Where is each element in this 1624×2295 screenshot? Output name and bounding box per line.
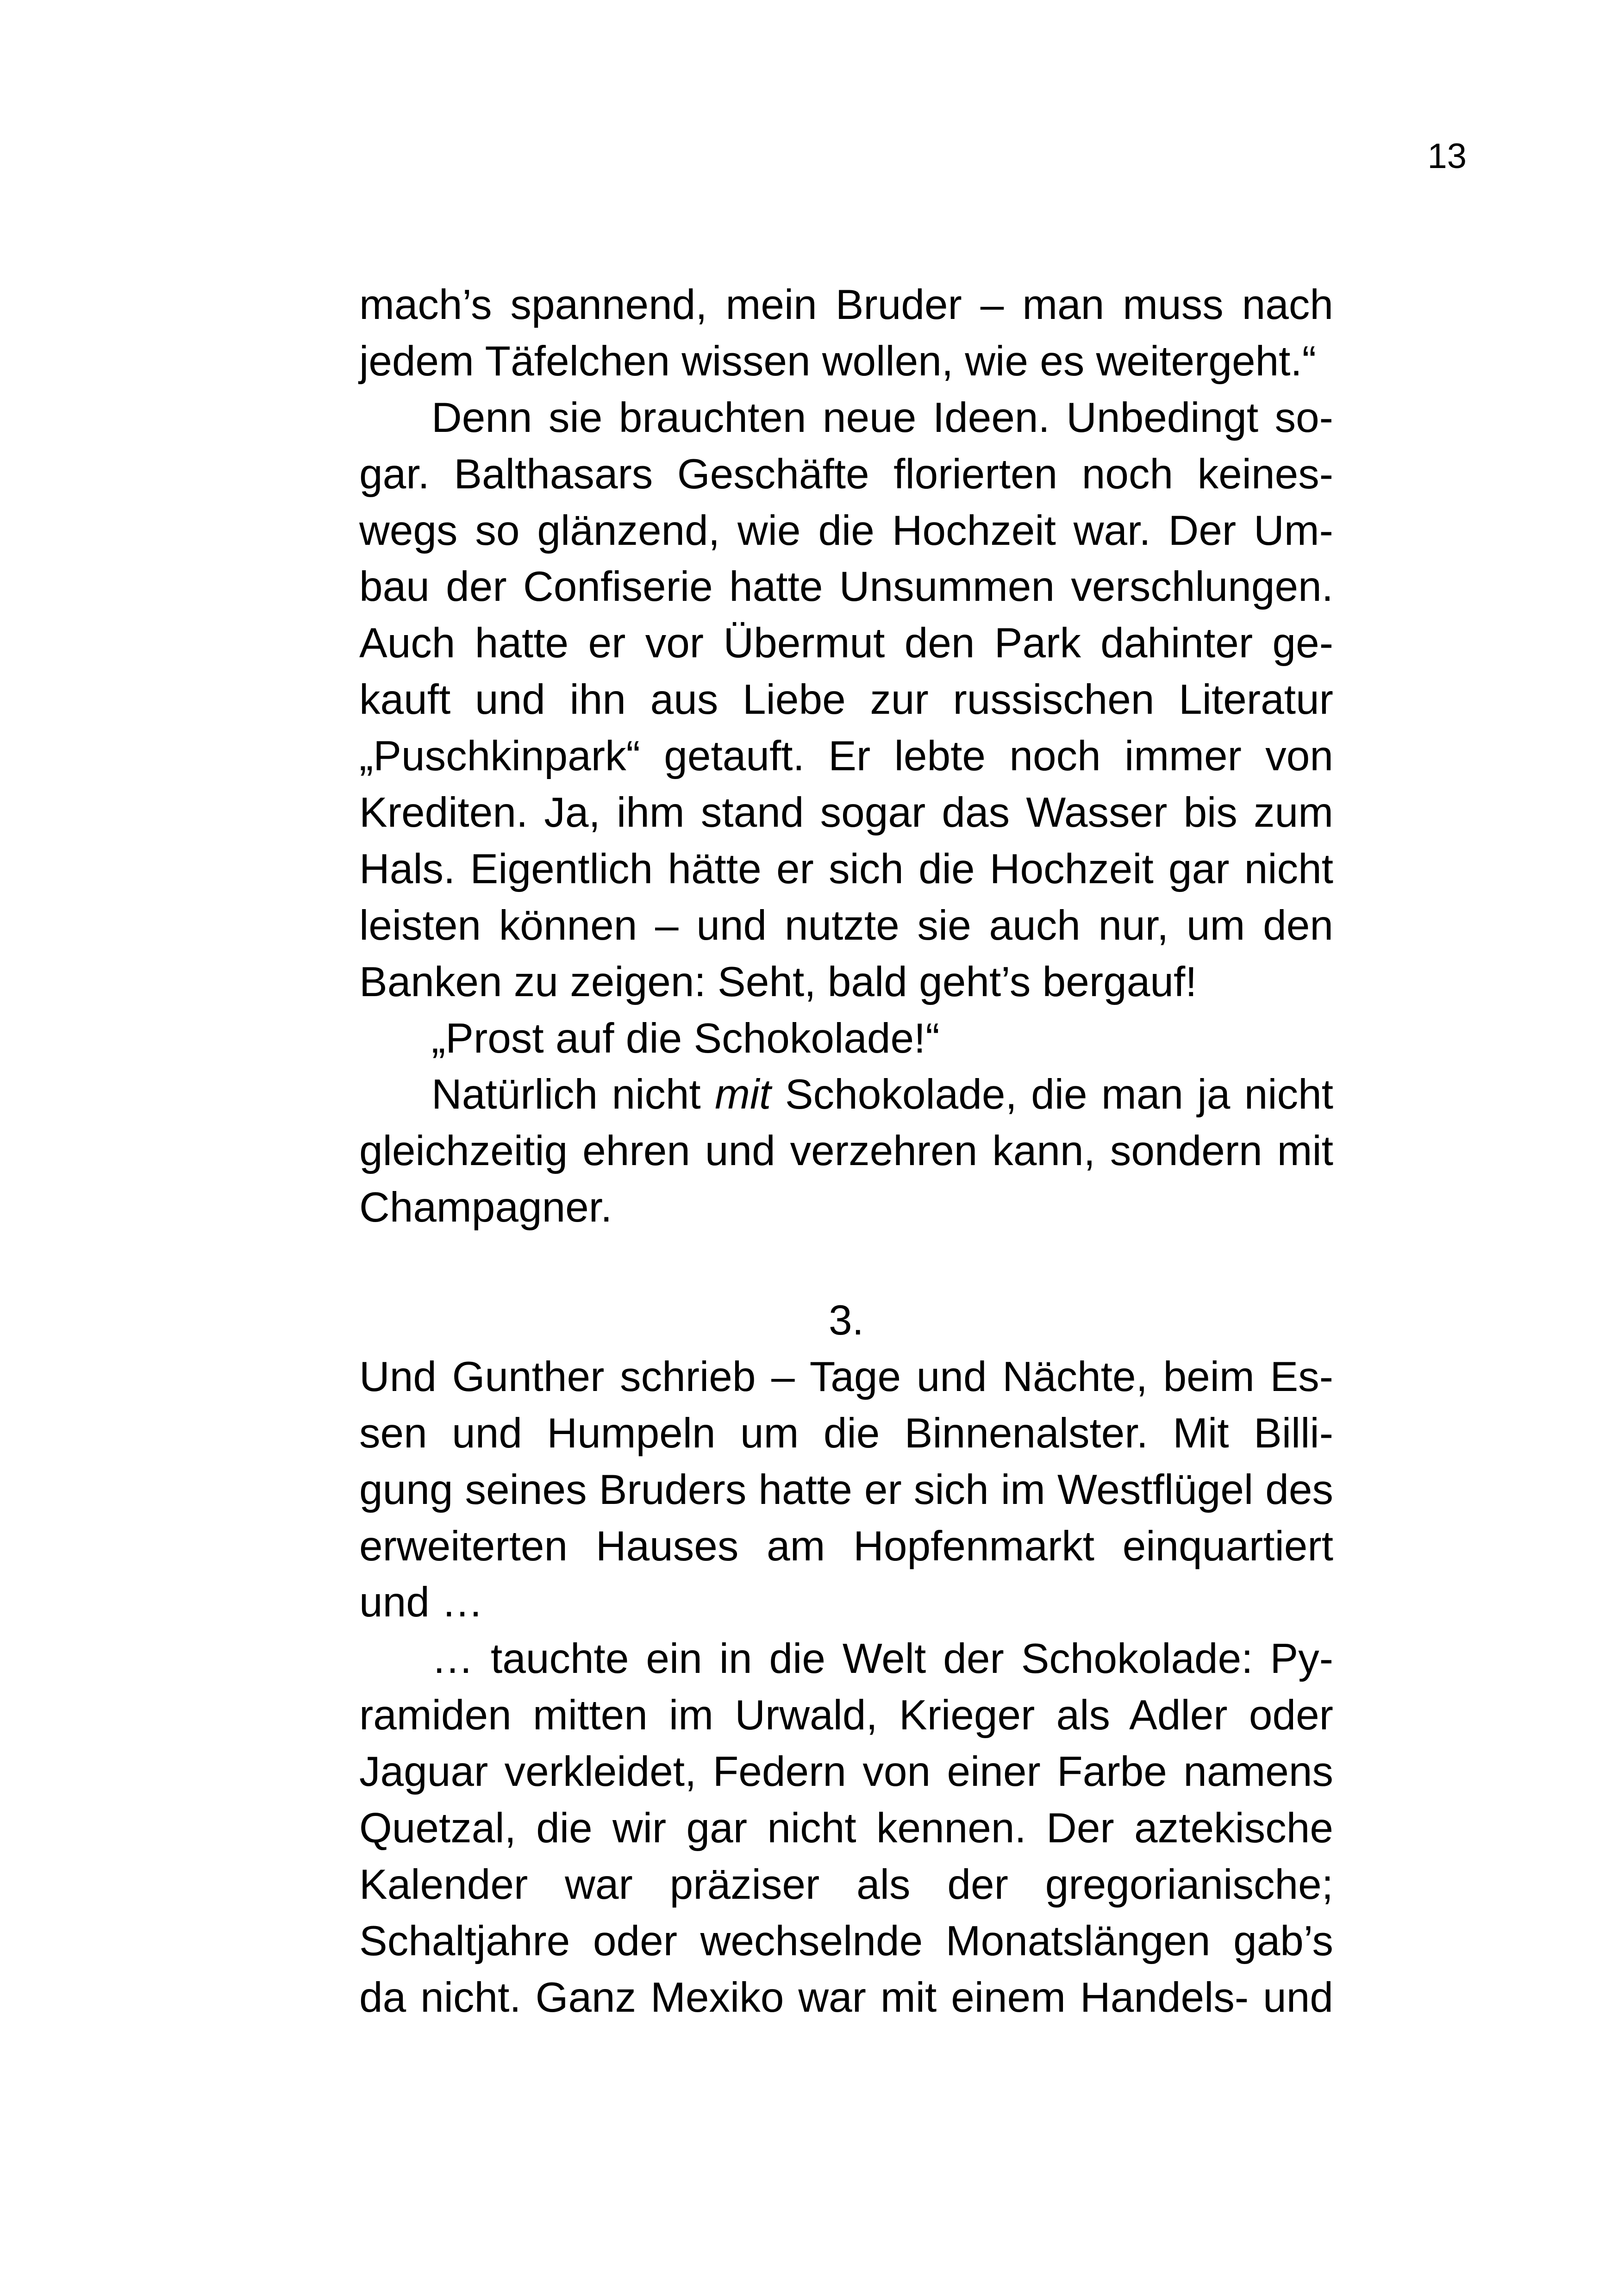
text-line: Auch hatte er vor Übermut den Park dahinter ge- (359, 620, 1333, 667)
body-text (359, 277, 1333, 2026)
text-line: bau der Confiserie hatte Unsummen verschlungen. (359, 563, 1333, 611)
section-number: 3. (829, 1297, 864, 1344)
text-line: und … (359, 1579, 484, 1626)
text-line: Hals. Eigentlich hätte er sich die Hochzeit gar nicht (359, 845, 1333, 892)
text-line: da nicht. Ganz Mexiko war mit einem Handels- und (359, 1974, 1333, 2021)
text-line: wegs so glänzend, wie die Hochzeit war. Der Um- (359, 507, 1333, 554)
text-line: erweiterten Hauses am Hopfenmarkt einquartiert (359, 1522, 1333, 1570)
text-line: jedem Täfelchen wissen wollen, wie es weitergeht.“ (359, 337, 1317, 385)
text-line: … tauchte ein in die Welt der Schokolade: Py- (431, 1635, 1333, 1683)
text-line: gleichzeitig ehren und verzehren kann, sondern mit (359, 1128, 1333, 1175)
text-line: Schaltjahre oder wechselnde Monatslängen gab’s (359, 1917, 1333, 1964)
text-line (359, 1066, 1333, 1123)
text-line: „Prost auf die Schokolade!“ (431, 1015, 940, 1062)
text-line: kauft und ihn aus Liebe zur russischen Literatur (359, 676, 1333, 723)
text-line: Krediten. Ja, ihm stand sogar das Wasser bis zum (359, 789, 1333, 836)
text-line: mach’s spannend, mein Bruder – man muss nach (359, 281, 1333, 328)
emphasis-text: mit (715, 1071, 771, 1118)
text-line: gung seines Bruders hatte er sich im Westflügel des (359, 1466, 1333, 1513)
text-line: Jaguar verkleidet, Federn von einer Farbe namens (359, 1748, 1333, 1796)
text-line: sen und Humpeln um die Binnenalster. Mit Billi- (359, 1409, 1333, 1457)
page-number: 13 (1427, 137, 1467, 176)
text-line: leisten können – und nutzte sie auch nur, um den (359, 902, 1333, 949)
text-segment: Natürlich nicht (431, 1071, 715, 1118)
text-line: ramiden mitten im Urwald, Krieger als Adler oder (359, 1692, 1333, 1739)
text-line: Denn sie brauchten neue Ideen. Unbedingt so- (431, 394, 1333, 441)
text-line: Champagner. (359, 1184, 612, 1231)
text-line: Quetzal, die wir gar nicht kennen. Der aztekische (359, 1805, 1333, 1852)
text-line: Kalender war präziser als der gregorianische; (359, 1861, 1333, 1908)
text-line: „Puschkinpark“ getauft. Er lebte noch immer von (359, 733, 1333, 780)
text-line: Und Gunther schrieb – Tage und Nächte, beim Es- (359, 1353, 1333, 1400)
text-segment: Schokolade, die man ja nicht (771, 1071, 1333, 1118)
section-gap (359, 1236, 1333, 1292)
text-line: gar. Balthasars Geschäfte florierten noch keines- (359, 450, 1333, 498)
text-line: Banken zu zeigen: Seht, bald geht’s bergauf! (359, 958, 1197, 1005)
